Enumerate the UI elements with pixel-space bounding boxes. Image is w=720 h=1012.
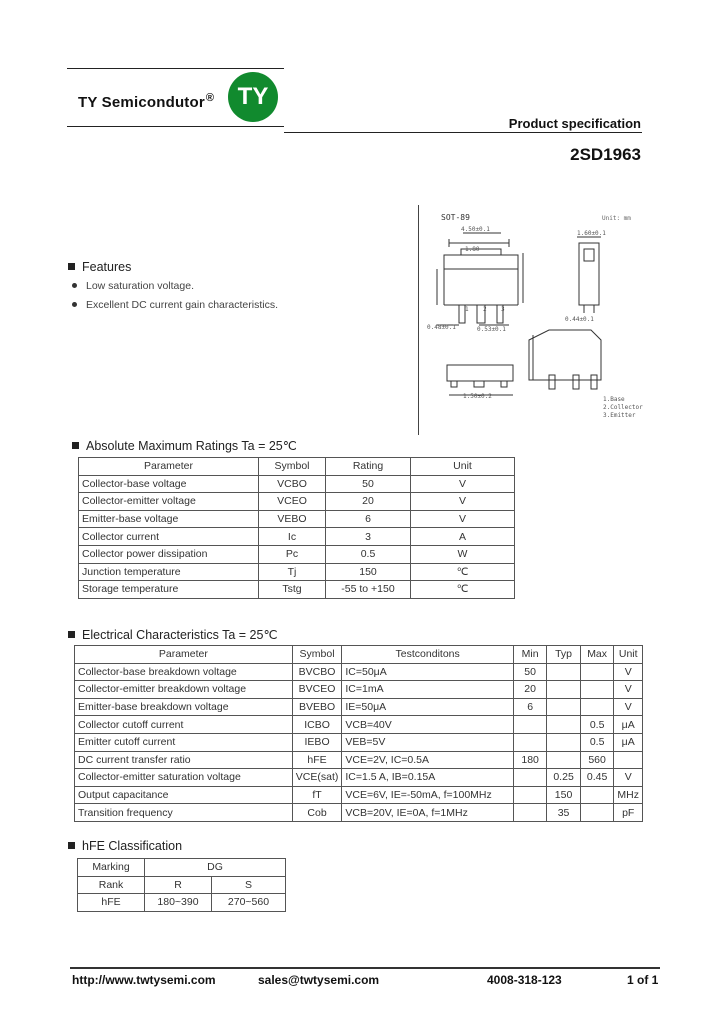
table-row xyxy=(79,545,515,563)
table-cell xyxy=(513,733,546,751)
abs-max-table xyxy=(78,457,515,599)
table-cell: Symbol xyxy=(259,458,326,476)
table-cell: 50 xyxy=(513,663,546,681)
svg-text:3: 3 xyxy=(501,306,505,313)
package-name: SOT-89 xyxy=(441,213,470,222)
table-cell: Emitter cutoff current xyxy=(75,733,293,751)
table-cell: 0.5 xyxy=(580,716,614,734)
table-row xyxy=(79,510,515,528)
table-row xyxy=(79,581,515,599)
table-cell: Ic xyxy=(259,528,326,546)
hfe-classification-heading: hFE Classification xyxy=(68,839,182,853)
svg-text:1.50±0.2: 1.50±0.2 xyxy=(463,393,492,400)
table-cell: Collector current xyxy=(79,528,259,546)
table-cell: IEBO xyxy=(292,733,342,751)
table-cell: VCEO xyxy=(259,493,326,511)
table-header-row xyxy=(75,646,643,664)
table-cell: IC=1mA xyxy=(342,681,514,699)
spec-rule xyxy=(284,132,642,133)
table-cell: μA xyxy=(614,733,643,751)
feature-item: Low saturation voltage. xyxy=(72,280,194,292)
table-cell: 0.5 xyxy=(580,733,614,751)
bullet-icon xyxy=(72,302,77,307)
table-cell: VCE=6V, IE=-50mA, f=100MHz xyxy=(342,786,514,804)
table-row xyxy=(75,681,643,699)
table-cell: Collector-emitter breakdown voltage xyxy=(75,681,293,699)
header-top-rule xyxy=(67,68,284,69)
svg-text:0.48±0.1: 0.48±0.1 xyxy=(427,324,456,331)
table-cell: VCB=20V, IE=0A, f=1MHz xyxy=(342,804,514,822)
table-cell xyxy=(580,663,614,681)
table-cell: 150 xyxy=(326,563,411,581)
table-cell: hFE xyxy=(78,894,145,912)
table-cell: Parameter xyxy=(79,458,259,476)
table-cell: 180~390 xyxy=(145,894,212,912)
table-cell: VEBO xyxy=(259,510,326,528)
package-drawing-svg xyxy=(419,205,651,435)
table-cell xyxy=(547,663,581,681)
table-cell: Rank xyxy=(78,876,145,894)
table-row xyxy=(79,475,515,493)
table-cell: VCE=2V, IC=0.5A xyxy=(342,751,514,769)
svg-text:4.50±0.1: 4.50±0.1 xyxy=(461,226,490,233)
table-cell: 20 xyxy=(326,493,411,511)
table-cell: Unit xyxy=(614,646,643,664)
table-cell: 560 xyxy=(580,751,614,769)
table-cell: DG xyxy=(145,859,286,877)
table-cell xyxy=(547,751,581,769)
table-cell: Collector-base voltage xyxy=(79,475,259,493)
svg-text:0.53±0.1: 0.53±0.1 xyxy=(477,326,506,333)
table-cell: 6 xyxy=(326,510,411,528)
table-cell xyxy=(580,804,614,822)
table-row xyxy=(75,698,643,716)
table-cell: IC=50μA xyxy=(342,663,514,681)
brand-name: TY Semicondutor® xyxy=(78,92,215,111)
table-row xyxy=(78,859,286,877)
table-cell: Tstg xyxy=(259,581,326,599)
table-cell: S xyxy=(212,876,286,894)
pin-label: 3.Emitter xyxy=(603,412,636,419)
table-cell xyxy=(513,786,546,804)
electrical-heading: Electrical Characteristics Ta = 25℃ xyxy=(68,627,277,642)
table-cell: IC=1.5 A, IB=0.15A xyxy=(342,769,514,787)
table-cell: V xyxy=(411,475,515,493)
table-cell: V xyxy=(614,663,643,681)
footer-phone: 4008-318-123 xyxy=(487,973,562,987)
table-cell: fT xyxy=(292,786,342,804)
table-row xyxy=(79,493,515,511)
table-cell: Transition frequency xyxy=(75,804,293,822)
table-row xyxy=(78,876,286,894)
header-bottom-rule xyxy=(67,126,284,127)
footer-rule xyxy=(70,967,660,969)
section-bullet-icon xyxy=(68,263,75,270)
svg-text:1.60±0.1: 1.60±0.1 xyxy=(577,230,606,237)
table-cell: BVCEO xyxy=(292,681,342,699)
table-cell: DC current transfer ratio xyxy=(75,751,293,769)
table-cell xyxy=(547,681,581,699)
table-cell: VCB=40V xyxy=(342,716,514,734)
table-cell xyxy=(580,698,614,716)
pin-label: 1.Base xyxy=(603,396,625,403)
table-row xyxy=(75,733,643,751)
table-cell: BVCBO xyxy=(292,663,342,681)
table-cell: 0.45 xyxy=(580,769,614,787)
table-cell: 50 xyxy=(326,475,411,493)
table-cell: V xyxy=(614,769,643,787)
table-header-row xyxy=(79,458,515,476)
feature-item: Excellent DC current gain characteristics. xyxy=(72,299,278,311)
table-cell: Junction temperature xyxy=(79,563,259,581)
footer-page-number: 1 of 1 xyxy=(627,973,659,987)
table-cell: 3 xyxy=(326,528,411,546)
table-cell xyxy=(513,769,546,787)
table-cell: 0.5 xyxy=(326,545,411,563)
table-cell: Emitter-base breakdown voltage xyxy=(75,698,293,716)
product-specification-label: Product specification xyxy=(508,116,641,131)
table-cell: ℃ xyxy=(411,581,515,599)
package-outline-drawing xyxy=(418,205,651,435)
table-cell: V xyxy=(614,698,643,716)
table-cell: Output capacitance xyxy=(75,786,293,804)
table-cell xyxy=(513,716,546,734)
table-cell: Min xyxy=(513,646,546,664)
svg-text:0.44±0.1: 0.44±0.1 xyxy=(565,316,594,323)
table-row xyxy=(78,894,286,912)
table-cell: BVEBO xyxy=(292,698,342,716)
table-cell: VCE(sat) xyxy=(292,769,342,787)
table-cell: MHz xyxy=(614,786,643,804)
table-cell: 20 xyxy=(513,681,546,699)
table-cell: Testconditons xyxy=(342,646,514,664)
table-cell: V xyxy=(614,681,643,699)
table-cell: Collector-emitter saturation voltage xyxy=(75,769,293,787)
table-row xyxy=(75,663,643,681)
table-cell: Rating xyxy=(326,458,411,476)
table-cell: Collector-emitter voltage xyxy=(79,493,259,511)
company-logo: TY xyxy=(228,72,278,122)
table-cell: ℃ xyxy=(411,563,515,581)
table-cell: pF xyxy=(614,804,643,822)
table-cell: -55 to +150 xyxy=(326,581,411,599)
svg-text:1.80: 1.80 xyxy=(465,246,480,253)
table-cell xyxy=(547,716,581,734)
table-cell: Emitter-base voltage xyxy=(79,510,259,528)
table-cell: Collector-base breakdown voltage xyxy=(75,663,293,681)
table-cell: 270~560 xyxy=(212,894,286,912)
table-cell: VCBO xyxy=(259,475,326,493)
features-heading: Features xyxy=(68,260,131,274)
section-bullet-icon xyxy=(68,842,75,849)
table-cell: R xyxy=(145,876,212,894)
table-row xyxy=(75,769,643,787)
table-cell xyxy=(614,751,643,769)
bullet-icon xyxy=(72,283,77,288)
table-cell: VEB=5V xyxy=(342,733,514,751)
svg-text:1: 1 xyxy=(465,306,469,313)
table-cell: Tj xyxy=(259,563,326,581)
table-row xyxy=(75,751,643,769)
table-cell: 150 xyxy=(547,786,581,804)
table-cell: Unit xyxy=(411,458,515,476)
table-cell: Marking xyxy=(78,859,145,877)
table-cell xyxy=(547,733,581,751)
table-cell: V xyxy=(411,510,515,528)
table-cell: hFE xyxy=(292,751,342,769)
table-cell xyxy=(513,804,546,822)
hfe-classification-table xyxy=(77,858,286,912)
table-cell: W xyxy=(411,545,515,563)
table-cell: 6 xyxy=(513,698,546,716)
table-cell xyxy=(580,786,614,804)
table-cell: Pc xyxy=(259,545,326,563)
section-bullet-icon xyxy=(68,631,75,638)
part-number: 2SD1963 xyxy=(570,145,641,164)
table-cell: Storage temperature xyxy=(79,581,259,599)
table-row xyxy=(79,528,515,546)
abs-max-heading: Absolute Maximum Ratings Ta = 25℃ xyxy=(72,438,297,453)
section-bullet-icon xyxy=(72,442,79,449)
svg-text:2: 2 xyxy=(483,306,487,313)
package-unit: Unit: mm xyxy=(602,215,631,222)
table-cell xyxy=(580,681,614,699)
table-cell: Parameter xyxy=(75,646,293,664)
table-cell: V xyxy=(411,493,515,511)
table-cell: ICBO xyxy=(292,716,342,734)
table-row xyxy=(75,804,643,822)
table-cell: 0.25 xyxy=(547,769,581,787)
table-cell xyxy=(547,698,581,716)
table-cell: 180 xyxy=(513,751,546,769)
table-cell: IE=50μA xyxy=(342,698,514,716)
footer-website[interactable]: http://www.twtysemi.com xyxy=(72,973,216,987)
table-cell: 35 xyxy=(547,804,581,822)
footer-email[interactable]: sales@twtysemi.com xyxy=(258,973,380,987)
table-cell: Typ xyxy=(547,646,581,664)
table-row xyxy=(75,716,643,734)
table-cell: Collector cutoff current xyxy=(75,716,293,734)
table-cell: Cob xyxy=(292,804,342,822)
pin-label: 2.Collector xyxy=(603,404,643,411)
table-cell: μA xyxy=(614,716,643,734)
electrical-table xyxy=(74,645,643,822)
table-row xyxy=(79,563,515,581)
table-cell: Collector power dissipation xyxy=(79,545,259,563)
table-cell: A xyxy=(411,528,515,546)
table-row xyxy=(75,786,643,804)
table-cell: Max xyxy=(580,646,614,664)
table-cell: Symbol xyxy=(292,646,342,664)
